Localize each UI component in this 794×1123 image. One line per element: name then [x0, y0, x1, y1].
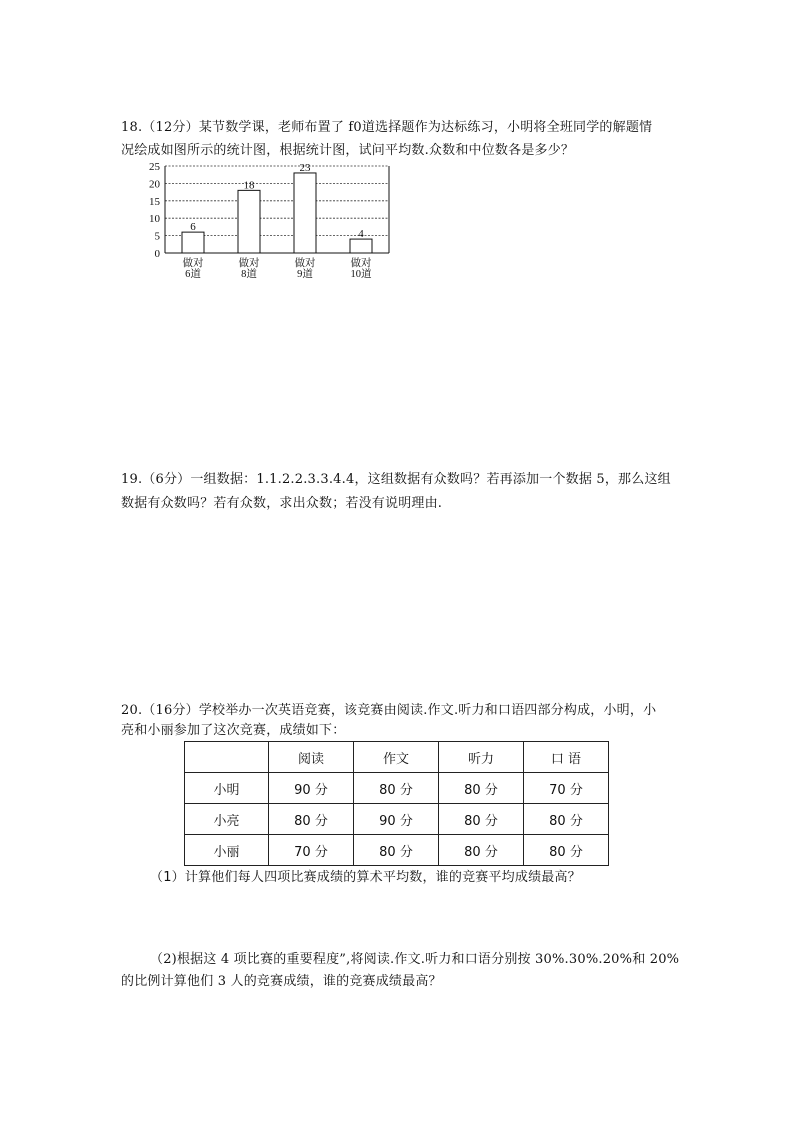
q20-sub1: （1）计算他们每人四项比赛成绩的算术平均数，谁的竞赛平均成绩最高？ — [150, 870, 581, 885]
table-cell: 80 分 — [439, 804, 524, 835]
q18-text-line1: 18.（12分）某节数学课，老师布置了 f0道选择题作为达标练习，小明将全班同学的解题情 — [121, 120, 653, 135]
y-tick-label: 0 — [154, 248, 160, 260]
table-cell: 80 分 — [524, 835, 609, 866]
table-cell-name: 小明 — [185, 773, 269, 804]
table-cell: 80 分 — [354, 835, 439, 866]
data-label: 4 — [358, 228, 364, 241]
table-cell: 90 分 — [354, 804, 439, 835]
x-tick-label: 做对 — [182, 258, 204, 269]
x-tick-label: 10道 — [350, 269, 372, 280]
q19-text-line1: 19.（6分）一组数据：1.1.2.2.3.3.4.4，这组数据有众数吗？若再添加一个数据 5，那么这组 — [121, 472, 671, 487]
table-row — [185, 804, 609, 835]
q19-text-line2: 数据有众数吗？若有众数，求出众数；若没有说明理由. — [121, 496, 443, 511]
x-tick-label: 9道 — [297, 269, 313, 280]
bar — [350, 239, 372, 253]
table-header-cell — [185, 742, 269, 773]
y-tick-label: 10 — [149, 213, 160, 226]
bar-chart — [140, 160, 400, 285]
table-header-cell: 作文 — [354, 742, 439, 773]
q20-text-line2: 亮和小丽参加了这次竞赛，成绩如下： — [121, 723, 346, 738]
y-tick-label: 25 — [149, 161, 160, 173]
data-label: 18 — [243, 179, 255, 192]
table-header-cell: 口 语 — [524, 742, 609, 773]
score-table — [184, 741, 609, 866]
table-row — [185, 835, 609, 866]
bar — [182, 232, 204, 253]
table-header-cell: 阅读 — [269, 742, 354, 773]
table-cell: 80 分 — [524, 804, 609, 835]
table-cell: 70 分 — [269, 835, 354, 866]
y-tick-label: 5 — [154, 230, 160, 243]
table-cell-name: 小亮 — [185, 804, 269, 835]
bar — [294, 173, 316, 253]
table-header-row — [185, 742, 609, 773]
bar — [238, 190, 260, 253]
x-tick-label: 做对 — [294, 258, 316, 269]
y-tick-label: 20 — [149, 178, 160, 191]
q20-text-line1: 20.（16分）学校举办一次英语竞赛，该竞赛由阅读.作文.听力和口语四部分构成，小明，小 — [121, 703, 657, 718]
q20-sub2-line2: 的比例计算他们 3 人的竞赛成绩，谁的竞赛成绩最高？ — [121, 974, 442, 989]
table-cell: 70 分 — [524, 773, 609, 804]
table-cell: 80 分 — [354, 773, 439, 804]
table-cell: 90 分 — [269, 773, 354, 804]
x-tick-label: 6道 — [185, 269, 201, 280]
table-cell: 80 分 — [269, 804, 354, 835]
table-cell: 80 分 — [439, 773, 524, 804]
data-label: 6 — [190, 221, 196, 234]
table-header-cell: 听力 — [439, 742, 524, 773]
q18-text-line2: 况绘成如图所示的统计图，根据统计图，试问平均数.众数和中位数各是多少？ — [121, 143, 575, 158]
x-tick-label: 8道 — [241, 269, 257, 280]
q20-sub2-line1: （2)根据这 4 项比赛的重要程度”,将阅读.作文.听力和口语分别按 30%.30%.20%和 20% — [150, 952, 680, 967]
table-cell-name: 小丽 — [185, 835, 269, 866]
data-label: 23 — [299, 161, 311, 174]
x-tick-label: 做对 — [350, 258, 372, 269]
table-cell: 80 分 — [439, 835, 524, 866]
y-tick-label: 15 — [149, 195, 160, 208]
table-row — [185, 773, 609, 804]
x-tick-label: 做对 — [238, 258, 260, 269]
